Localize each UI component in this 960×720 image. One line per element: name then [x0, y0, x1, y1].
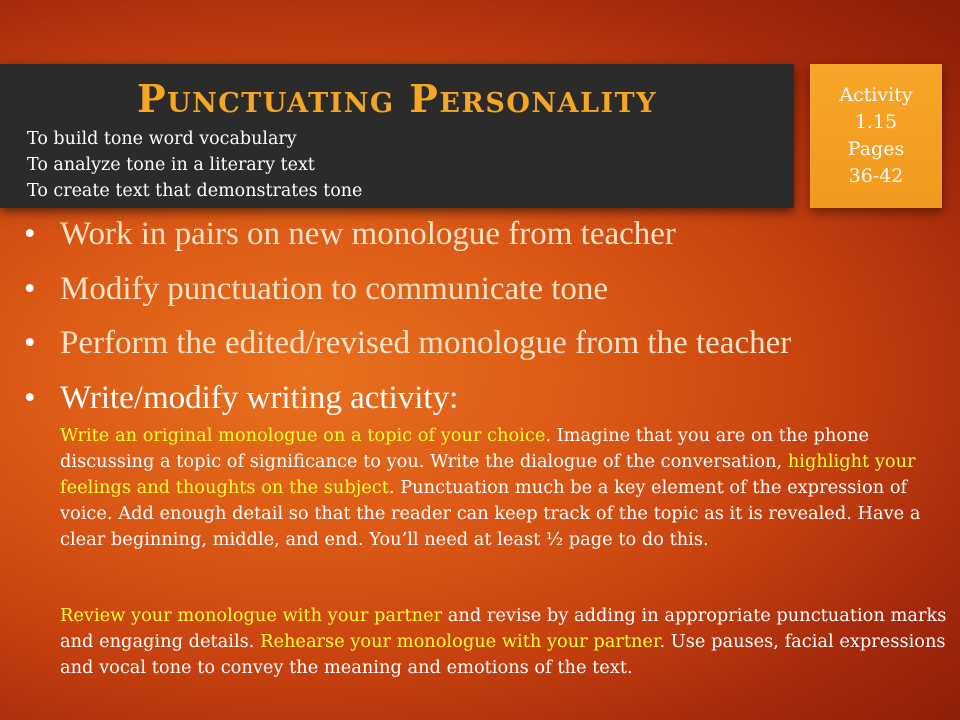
highlighted-text: Review your monologue with your partner: [60, 605, 443, 626]
bullet-icon: •: [24, 325, 36, 362]
bullet-text: Perform the edited/revised monologue from the teacher: [60, 325, 792, 362]
title-banner: [0, 64, 794, 208]
objective-item: To build tone word vocabulary: [27, 129, 297, 149]
highlighted-text: highlight your feelings and thoughts on the subject: [60, 451, 916, 498]
bullet-text: Modify punctuation to communicate tone: [60, 270, 609, 307]
highlighted-text: Rehearse your monologue with your partner: [260, 631, 660, 652]
pages-label: Pages: [847, 138, 905, 160]
objective-item: To analyze tone in a literary text: [27, 155, 315, 175]
bullet-icon: •: [24, 379, 36, 416]
objective-item: To create text that demonstrates tone: [27, 181, 363, 201]
bullet-list: [24, 214, 944, 432]
bullet-item: [24, 323, 944, 363]
activity-badge: [810, 64, 942, 208]
bullet-item: [24, 269, 944, 309]
pages-range: 36-42: [848, 165, 904, 187]
slide-title: Punctuating Personality: [137, 76, 657, 121]
activity-number: 1.15: [854, 111, 898, 133]
highlighted-text: Write an original monologue on a topic of your choice: [60, 425, 546, 446]
bullet-text: Write/modify writing activity:: [60, 379, 459, 416]
body-text: and revise by adding in appropriate punctuation marks and engaging details.: [60, 605, 947, 652]
writing-instructions-paragraph: [60, 423, 950, 553]
body-text: . Punctuation much be a key element of the expression of voice. Add enough detail so that the reader can keep track of the topic as it is revealed. Have a clear beginning, middle, and end. You’ll need at least ½ page to do this.: [60, 477, 921, 550]
body-text: . Imagine that you are on the phone discussing a topic of significance to you. Write the dialogue of the conversation,: [60, 425, 870, 472]
review-instructions-paragraph: [60, 603, 950, 681]
objectives-list: [27, 126, 362, 204]
activity-label: Activity: [839, 84, 913, 106]
bullet-item: [24, 378, 944, 418]
body-text: . Use pauses, facial expressions and vocal tone to convey the meaning and emotions of the text.: [60, 631, 946, 678]
bullet-item: [24, 214, 944, 254]
bullet-icon: •: [24, 270, 36, 307]
bullet-text: Work in pairs on new monologue from teacher: [60, 216, 676, 252]
bullet-icon: •: [24, 216, 36, 252]
